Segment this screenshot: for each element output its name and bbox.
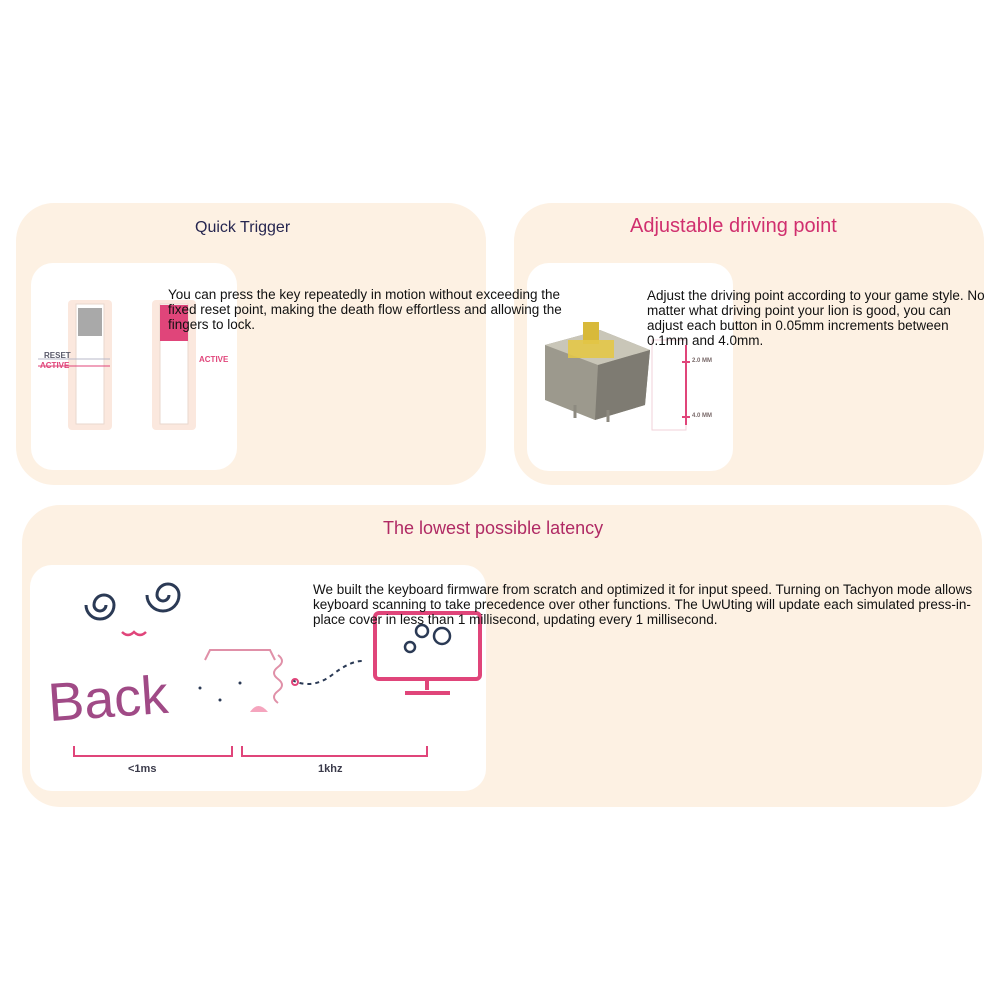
adjustable-point-title: Adjustable driving point (630, 215, 837, 237)
adjustable-point-description: Adjust the driving point according to your game style. No matter what driving point your lion is good, you can adjust each button in 0.05mm increments between 0.1mm and 4.0mm. (647, 288, 985, 348)
timing-brackets-graphic (74, 746, 427, 756)
reset-label: RESET (44, 351, 71, 360)
quick-trigger-description: You can press the key repeatedly in motion without exceeding the fixed reset point, making the death flow effortless and allowing the fingers to lock. (168, 287, 562, 332)
latency-description: We built the keyboard firmware from scratch and optimized it for input speed. Turning on Tachyon mode allows keyboard scanning to take precedence over other functions. The UwUting will update each simulated press-in-place cover in less than 1 millisecond, updating every 1 millisecond. (313, 582, 973, 627)
quick-trigger-title: Quick Trigger (195, 219, 291, 236)
active-label-right: ACTIVE (199, 355, 229, 364)
key-press-illustration (199, 650, 363, 712)
active-label-left: ACTIVE (40, 361, 70, 370)
latency-title: The lowest possible latency (383, 518, 604, 538)
latency-bracket-label-2: 1khz (318, 763, 343, 775)
mechanical-switch-illustration (545, 322, 650, 422)
back-illustration-text: Back (46, 664, 171, 734)
latency-bracket-label-1: <1ms (128, 763, 157, 775)
scale-label-4mm: 4.0 MM (692, 413, 713, 419)
dizzy-face-illustration (86, 584, 179, 635)
scale-label-2mm: 2.0 MM (692, 358, 713, 364)
travel-scale-graphic (652, 340, 690, 430)
